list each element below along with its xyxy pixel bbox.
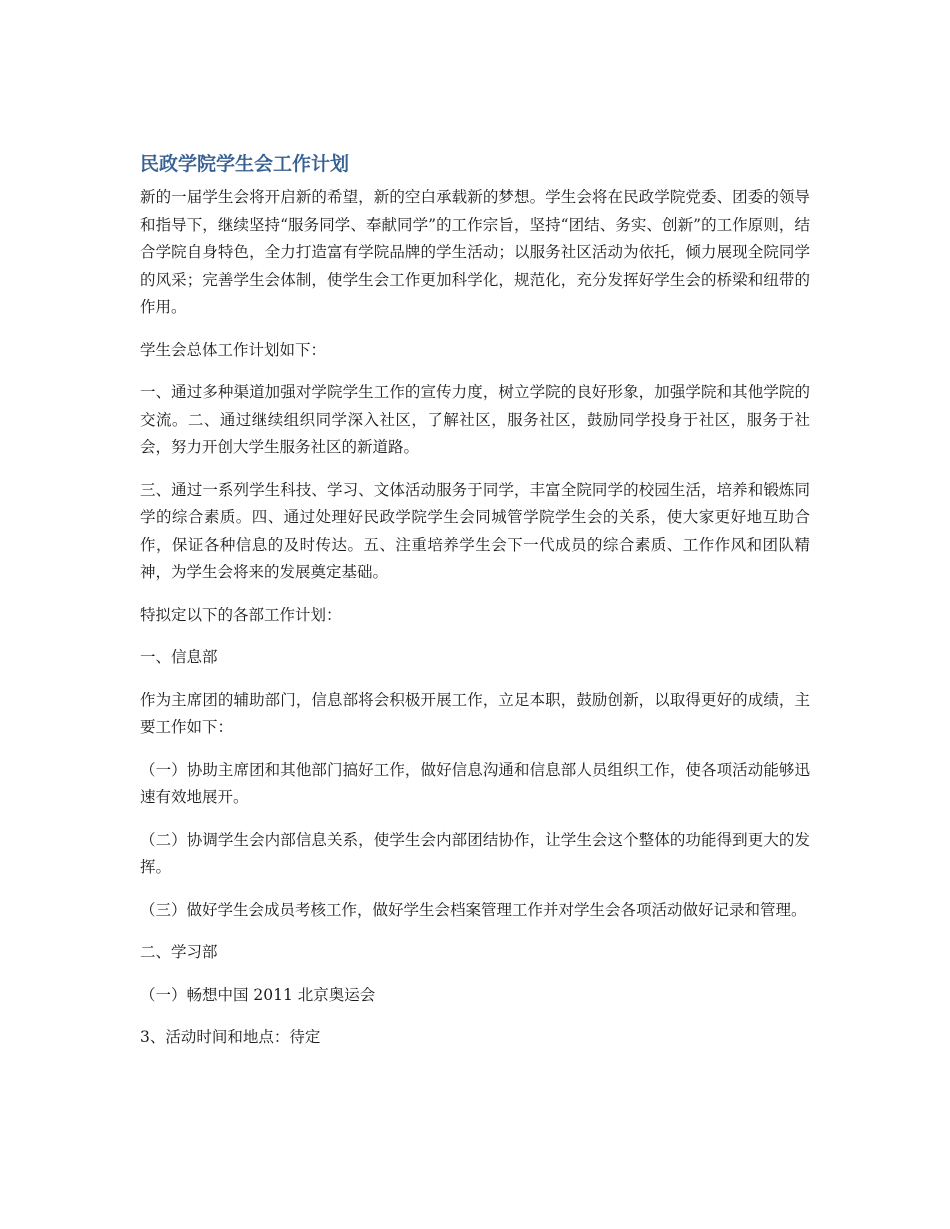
plan-points-3-5: 三、通过一系列学生科技、学习、文体活动服务于同学，丰富全院同学的校园生活，培养和锻炼同学的综合素质。四、通过处理好民政学院学生会同城管学院学生会的关系，使大家更好地互助合作，保证各种信息的及时传达。五、注重培养学生会下一代成员的综合素质、工作作风和团队精神，为学生会将来的发展奠定基础。 [140,480,810,581]
document-page [140,148,810,1067]
overall-plan-heading: 学生会总体工作计划如下： [140,340,327,359]
info-dept-item-3: （三）做好学生会成员考核工作，做好学生会档案管理工作并对学生会各项活动做好记录和管理。 [140,900,807,919]
section-heading-study-dept: 二、学习部 [140,943,218,961]
info-dept-intro: 作为主席团的辅助部门，信息部将会积极开展工作，立足本职，鼓励创新，以取得更好的成绩，主要工作如下： [140,690,810,736]
department-plans-intro: 特拟定以下的各部工作计划： [140,605,342,624]
plan-points-1-2: 一、通过多种渠道加强对学院学生工作的宣传力度，树立学院的良好形象，加强学院和其他学院的交流。二、通过继续组织同学深入社区，了解社区，服务社区，鼓励同学投身于社区，服务于社会，努力开创大学生服务社区的新道路。 [140,383,810,456]
section-heading-info-dept: 一、信息部 [140,648,218,666]
activity-time-place: 3、活动时间和地点：待定 [140,1028,321,1046]
study-dept-item-1: （一）畅想中国 2011 北京奥运会 [140,985,376,1004]
intro-paragraph: 新的一届学生会将开启新的希望，新的空白承载新的梦想。学生会将在民政学院党委、团委的领导和指导下，继续坚持“服务同学、奉献同学”的工作宗旨，坚持“团结、务实、创新”的工作原则，结合学院自身特色，全力打造富有学院品牌的学生活动；以服务社区活动为依托，倾力展现全院同学的风采；完善学生会体制，使学生会工作更加科学化，规范化，充分发挥好学生会的桥梁和纽带的作用。 [140,188,810,316]
document-title: 民政学院学生会工作计划 [140,153,350,175]
info-dept-item-1: （一）协助主席团和其他部门搞好工作，做好信息沟通和信息部人员组织工作，使各项活动能够迅速有效地展开。 [140,760,810,806]
info-dept-item-2: （二）协调学生会内部信息关系，使学生会内部团结协作，让学生会这个整体的功能得到更大的发挥。 [140,830,810,876]
